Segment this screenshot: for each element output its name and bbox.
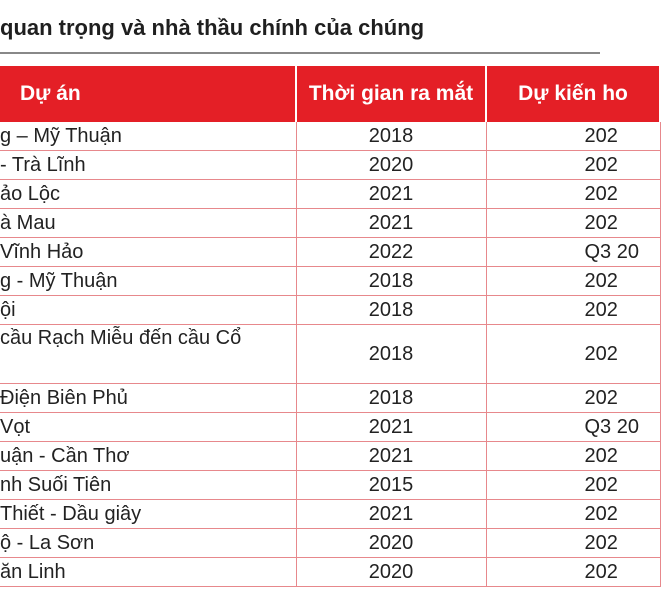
cell-expected: Q3 20 xyxy=(486,413,660,442)
cell-expected: 202 xyxy=(486,500,660,529)
table-row xyxy=(0,442,660,471)
cell-project: Vọt xyxy=(0,413,296,442)
cell-year: 2021 xyxy=(296,500,486,529)
cell-expected: 202 xyxy=(486,442,660,471)
cell-expected: 202 xyxy=(486,180,660,209)
cell-year: 2021 xyxy=(296,180,486,209)
cell-year: 2015 xyxy=(296,471,486,500)
cell-expected: 202 xyxy=(486,325,660,384)
header-project: Dự án xyxy=(0,66,296,122)
cell-year: 2020 xyxy=(296,151,486,180)
cell-expected: 202 xyxy=(486,267,660,296)
cell-expected: Q3 20 xyxy=(486,238,660,267)
cell-project: ội xyxy=(0,296,296,325)
cell-expected: 202 xyxy=(486,151,660,180)
cell-expected: 202 xyxy=(486,296,660,325)
cell-expected: 202 xyxy=(486,471,660,500)
table-row xyxy=(0,384,660,413)
header-launch-time: Thời gian ra mắt xyxy=(296,66,486,122)
cell-project: g - Mỹ Thuận xyxy=(0,267,296,296)
cell-expected: 202 xyxy=(486,529,660,558)
projects-table xyxy=(0,66,661,587)
cell-project: Vĩnh Hảo xyxy=(0,238,296,267)
cell-year: 2022 xyxy=(296,238,486,267)
table-row xyxy=(0,471,660,500)
table-row xyxy=(0,529,660,558)
table-row xyxy=(0,413,660,442)
cell-expected: 202 xyxy=(486,384,660,413)
cell-year: 2018 xyxy=(296,296,486,325)
table-header-row xyxy=(0,66,660,122)
table-row xyxy=(0,122,660,151)
cell-project: uận - Cần Thơ xyxy=(0,442,296,471)
table-row xyxy=(0,180,660,209)
table-row xyxy=(0,267,660,296)
cell-project: nh Suối Tiên xyxy=(0,471,296,500)
table-row xyxy=(0,500,660,529)
cell-year: 2018 xyxy=(296,122,486,151)
table-row xyxy=(0,325,660,384)
cell-year: 2018 xyxy=(296,267,486,296)
cell-project: cầu Rạch Miễu đến cầu Cổ xyxy=(0,325,296,384)
table-row xyxy=(0,238,660,267)
cell-expected: 202 xyxy=(486,558,660,587)
cell-project: g – Mỹ Thuận xyxy=(0,122,296,151)
table-row xyxy=(0,558,660,587)
cell-project: ảo Lộc xyxy=(0,180,296,209)
cell-year: 2018 xyxy=(296,384,486,413)
document-title: quan trọng và nhà thầu chính của chúng xyxy=(0,15,425,40)
cell-project: Điện Biên Phủ xyxy=(0,384,296,413)
cell-project: Thiết - Dầu giây xyxy=(0,500,296,529)
cell-year: 2020 xyxy=(296,558,486,587)
cell-year: 2021 xyxy=(296,442,486,471)
cell-year: 2021 xyxy=(296,209,486,238)
cell-project: à Mau xyxy=(0,209,296,238)
header-expected: Dự kiến ho xyxy=(486,66,660,122)
cell-project: - Trà Lĩnh xyxy=(0,151,296,180)
cell-project: ăn Linh xyxy=(0,558,296,587)
table-row xyxy=(0,296,660,325)
table-row xyxy=(0,209,660,238)
cell-year: 2018 xyxy=(296,325,486,384)
table-row xyxy=(0,151,660,180)
cell-expected: 202 xyxy=(486,209,660,238)
cell-project: ộ - La Sơn xyxy=(0,529,296,558)
cell-expected: 202 xyxy=(486,122,660,151)
title-divider xyxy=(0,52,600,54)
cell-year: 2020 xyxy=(296,529,486,558)
cell-year: 2021 xyxy=(296,413,486,442)
